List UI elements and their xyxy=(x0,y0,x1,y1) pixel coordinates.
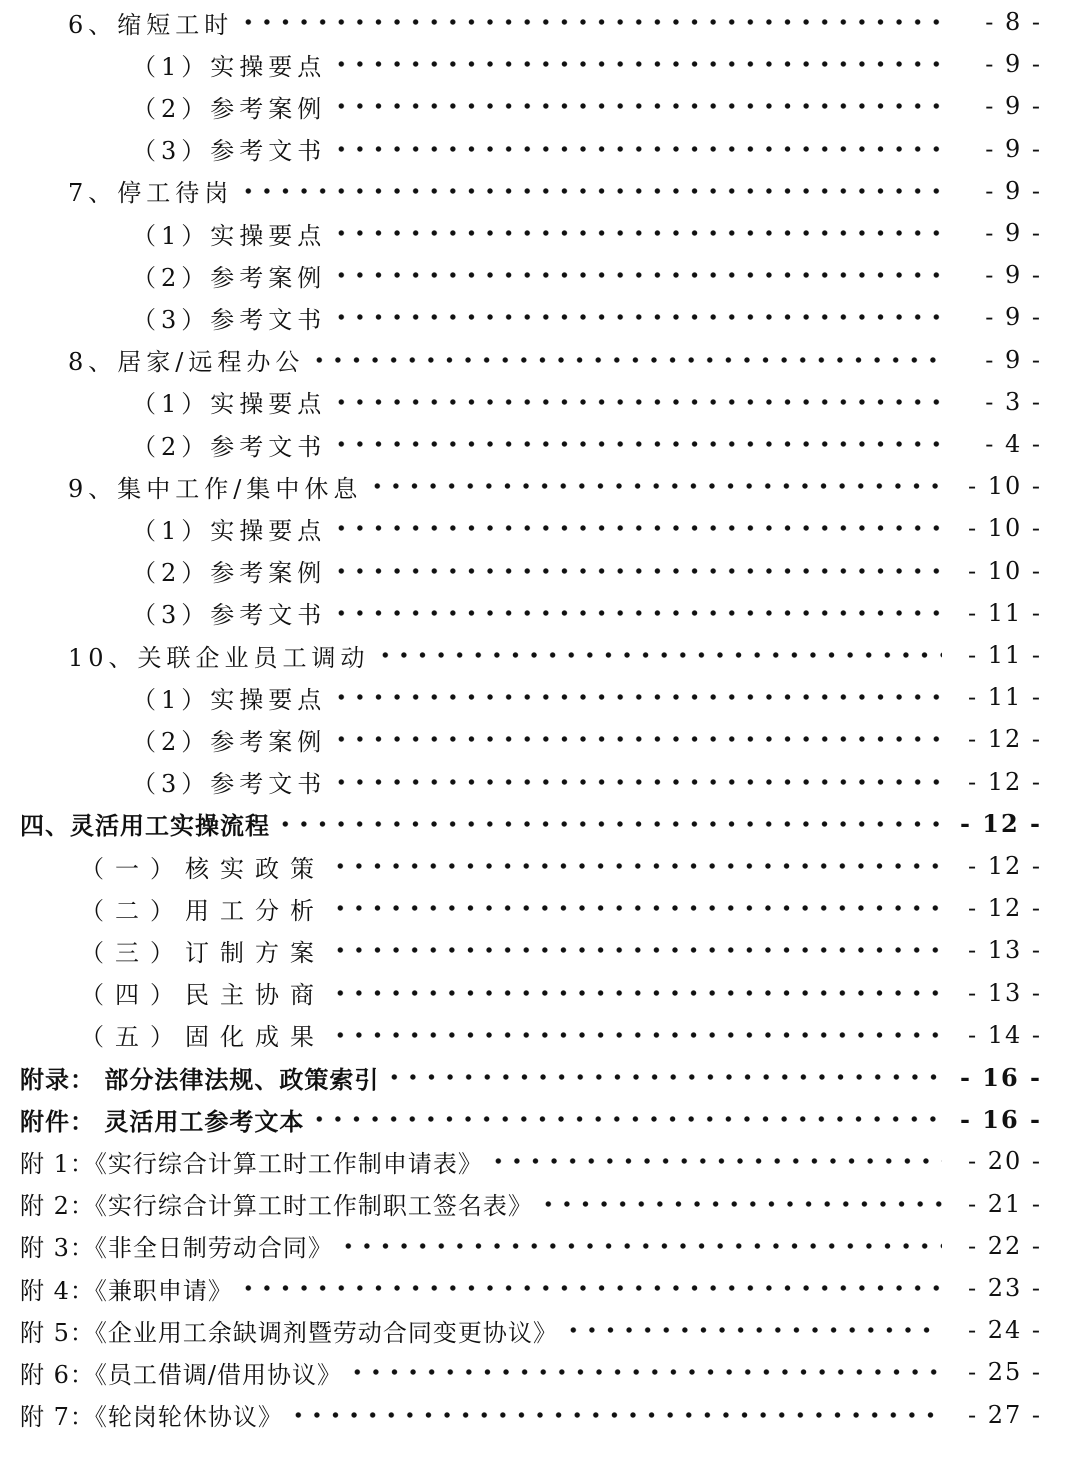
toc-entry-page-number: - 9 - xyxy=(985,50,1042,79)
toc-entry[interactable] xyxy=(0,1267,1080,1309)
dot-leader xyxy=(332,230,942,236)
dot-leader xyxy=(289,1412,942,1418)
toc-entry[interactable] xyxy=(0,592,1080,634)
toc-entry[interactable] xyxy=(0,1014,1080,1056)
toc-entry-page-number: - 13 - xyxy=(967,936,1042,965)
toc-entry-label: 附 3：《非全日制劳动合同》 xyxy=(20,1234,333,1263)
toc-entry-page-number: - 12 - xyxy=(967,852,1042,880)
toc-entry[interactable] xyxy=(0,803,1080,845)
toc-entry-page-number: - 9 - xyxy=(985,92,1042,121)
toc-entry[interactable] xyxy=(0,1098,1080,1140)
toc-entry-page-number: - 24 - xyxy=(967,1316,1042,1345)
toc-entry-page-number: - 14 - xyxy=(967,1020,1042,1049)
toc-entry-label: （2）参考案例 xyxy=(132,559,327,588)
toc-entry[interactable] xyxy=(0,128,1080,170)
toc-entry-page-number: - 10 - xyxy=(967,514,1042,543)
toc-entry-page-number: - 13 - xyxy=(967,978,1042,1007)
dot-leader xyxy=(310,1116,942,1122)
toc-entry-label: （3）参考文书 xyxy=(132,601,327,630)
toc-entry[interactable] xyxy=(0,465,1080,507)
toc-entry-page-number: - 10 - xyxy=(967,556,1042,585)
toc-entry-label: （一）核实政策 xyxy=(80,854,325,883)
toc-entry-page-number: - 11 - xyxy=(967,598,1042,627)
toc-entry[interactable] xyxy=(0,507,1080,549)
toc-entry-page-number: - 22 - xyxy=(967,1231,1042,1260)
toc-entry-page-number: - 12 - xyxy=(967,894,1042,923)
dot-leader xyxy=(332,525,942,531)
toc-entry-label: 6、缩短工时 xyxy=(68,10,234,39)
toc-entry-page-number: - 21 - xyxy=(967,1189,1042,1218)
toc-entry-label: 附 7：《轮岗轮休协议》 xyxy=(20,1403,283,1432)
toc-entry-page-number: - 25 - xyxy=(967,1358,1042,1387)
toc-entry-label: 附 6：《员工借调/借用协议》 xyxy=(20,1360,342,1389)
toc-entry-page-number: - 11 - xyxy=(967,641,1042,669)
toc-entry[interactable] xyxy=(0,718,1080,760)
toc-entry-page-number: - 9 - xyxy=(985,261,1042,290)
dot-leader xyxy=(332,441,942,447)
toc-entry-page-number: - 8 - xyxy=(985,8,1042,36)
toc-entry[interactable] xyxy=(0,1,1080,43)
toc-entry-page-number: - 9 - xyxy=(985,134,1042,163)
toc-entry[interactable] xyxy=(0,423,1080,465)
toc-entry-label: （2）参考文书 xyxy=(132,432,327,461)
toc-entry[interactable] xyxy=(0,381,1080,423)
toc-entry[interactable] xyxy=(0,254,1080,296)
dot-leader xyxy=(239,19,942,25)
dot-leader xyxy=(239,1285,942,1291)
toc-entry[interactable] xyxy=(0,1309,1080,1351)
toc-entry[interactable] xyxy=(0,634,1080,676)
toc-entry-label: 附件： 灵活用工参考文本 xyxy=(20,1106,305,1136)
toc-entry-page-number: - 11 - xyxy=(967,683,1042,712)
toc-entry-label: 附录： 部分法律法规、政策索引 xyxy=(20,1064,380,1094)
dot-leader xyxy=(339,1243,942,1249)
toc-entry-label: 10、关联企业员工调动 xyxy=(68,643,370,672)
dot-leader xyxy=(332,399,942,405)
toc-entry[interactable] xyxy=(0,676,1080,718)
toc-entry-page-number: - 20 - xyxy=(967,1147,1042,1176)
toc-entry[interactable] xyxy=(0,1056,1080,1098)
toc-entry-label: 9、集中工作/集中休息 xyxy=(68,474,363,503)
dot-leader xyxy=(332,694,942,700)
toc-entry-page-number: - 23 - xyxy=(967,1274,1042,1302)
dot-leader xyxy=(332,610,942,616)
dot-leader xyxy=(376,652,942,658)
toc-entry-label: （1）实操要点 xyxy=(132,685,327,714)
toc-entry[interactable] xyxy=(0,170,1080,212)
toc-entry-page-number: - 27 - xyxy=(967,1400,1042,1429)
toc-entry-label: （四）民主协商 xyxy=(80,981,325,1010)
dot-leader xyxy=(332,61,942,67)
dot-leader xyxy=(332,103,942,109)
dot-leader xyxy=(332,736,942,742)
toc-entry-page-number: - 4 - xyxy=(985,430,1042,458)
dot-leader xyxy=(348,1369,942,1375)
toc-entry-page-number: - 9 - xyxy=(985,176,1042,205)
dot-leader xyxy=(332,779,942,785)
toc-entry[interactable] xyxy=(0,212,1080,254)
dot-leader xyxy=(332,272,942,278)
dot-leader xyxy=(331,1032,942,1038)
toc-entry-label: （3）参考文书 xyxy=(132,137,327,166)
dot-leader xyxy=(385,1074,942,1080)
toc-entry-page-number: - 9 - xyxy=(985,219,1042,247)
toc-entry-label: 附 4：《兼职申请》 xyxy=(20,1276,233,1305)
toc-entry-label: 附 1：《实行综合计算工时工作制申请表》 xyxy=(20,1149,483,1178)
toc-entry[interactable] xyxy=(0,1394,1080,1436)
toc-entry[interactable] xyxy=(0,972,1080,1014)
toc-entry[interactable] xyxy=(0,296,1080,338)
toc-entry[interactable] xyxy=(0,1140,1080,1182)
toc-entry[interactable] xyxy=(0,1183,1080,1225)
dot-leader xyxy=(310,357,942,363)
dot-leader xyxy=(276,821,942,827)
toc-entry-page-number: - 16 - xyxy=(959,1062,1042,1092)
dot-leader xyxy=(331,905,942,911)
toc-entry[interactable] xyxy=(0,929,1080,971)
toc-entry-page-number: - 9 - xyxy=(985,345,1042,374)
toc-entry-label: （1）实操要点 xyxy=(132,221,327,250)
toc-entry-label: （三）订制方案 xyxy=(80,938,325,967)
toc-entry-label: （五）固化成果 xyxy=(80,1023,325,1052)
dot-leader xyxy=(331,863,942,869)
toc-entry[interactable] xyxy=(0,1351,1080,1393)
toc-entry-page-number: - 12 - xyxy=(967,725,1042,754)
dot-leader xyxy=(239,188,942,194)
dot-leader xyxy=(332,314,942,320)
toc-entry[interactable] xyxy=(0,887,1080,929)
dot-leader xyxy=(539,1201,942,1207)
toc-entry-label: 附 5：《企业用工余缺调剂暨劳动合同变更协议》 xyxy=(20,1318,558,1347)
toc-entry-page-number: - 9 - xyxy=(985,303,1042,332)
toc-entry[interactable] xyxy=(0,85,1080,127)
toc-entry-label: （二）用工分析 xyxy=(80,896,325,925)
toc-entry-page-number: - 3 - xyxy=(985,387,1042,416)
toc-entry[interactable] xyxy=(0,761,1080,803)
dot-leader xyxy=(489,1158,942,1164)
toc-entry-label: （1）实操要点 xyxy=(132,390,327,419)
toc-entry-label: （2）参考案例 xyxy=(132,727,327,756)
dot-leader xyxy=(331,947,942,953)
dot-leader xyxy=(564,1327,942,1333)
toc-entry-page-number: - 12 - xyxy=(967,767,1042,796)
toc-entry[interactable] xyxy=(0,845,1080,887)
toc-entry[interactable] xyxy=(0,1225,1080,1267)
toc-entry-label: （3）参考文书 xyxy=(132,305,327,334)
toc-entry-page-number: - 12 - xyxy=(959,809,1042,839)
toc-entry[interactable] xyxy=(0,339,1080,381)
toc-entry-label: （2）参考案例 xyxy=(132,94,327,123)
toc-entry-label: （2）参考案例 xyxy=(132,263,327,292)
toc-entry-label: 7、停工待岗 xyxy=(68,179,234,208)
toc-entry-page-number: - 16 - xyxy=(959,1104,1042,1134)
dot-leader xyxy=(332,568,942,574)
dot-leader xyxy=(332,146,942,152)
toc-entry-label: 四、灵活用工实操流程 xyxy=(20,811,270,841)
toc-entry-label: 附 2：《实行综合计算工时工作制职工签名表》 xyxy=(20,1192,533,1221)
toc-entry[interactable] xyxy=(0,550,1080,592)
toc-entry-label: （1）实操要点 xyxy=(132,516,327,545)
dot-leader xyxy=(331,990,942,996)
toc-entry-label: 8、居家/远程办公 xyxy=(68,348,305,377)
toc-entry-label: （3）参考文书 xyxy=(132,770,327,799)
dot-leader xyxy=(368,483,942,489)
toc-entry[interactable] xyxy=(0,43,1080,85)
toc-entry-page-number: - 10 - xyxy=(967,472,1042,501)
toc-entry-label: （1）实操要点 xyxy=(132,52,327,81)
